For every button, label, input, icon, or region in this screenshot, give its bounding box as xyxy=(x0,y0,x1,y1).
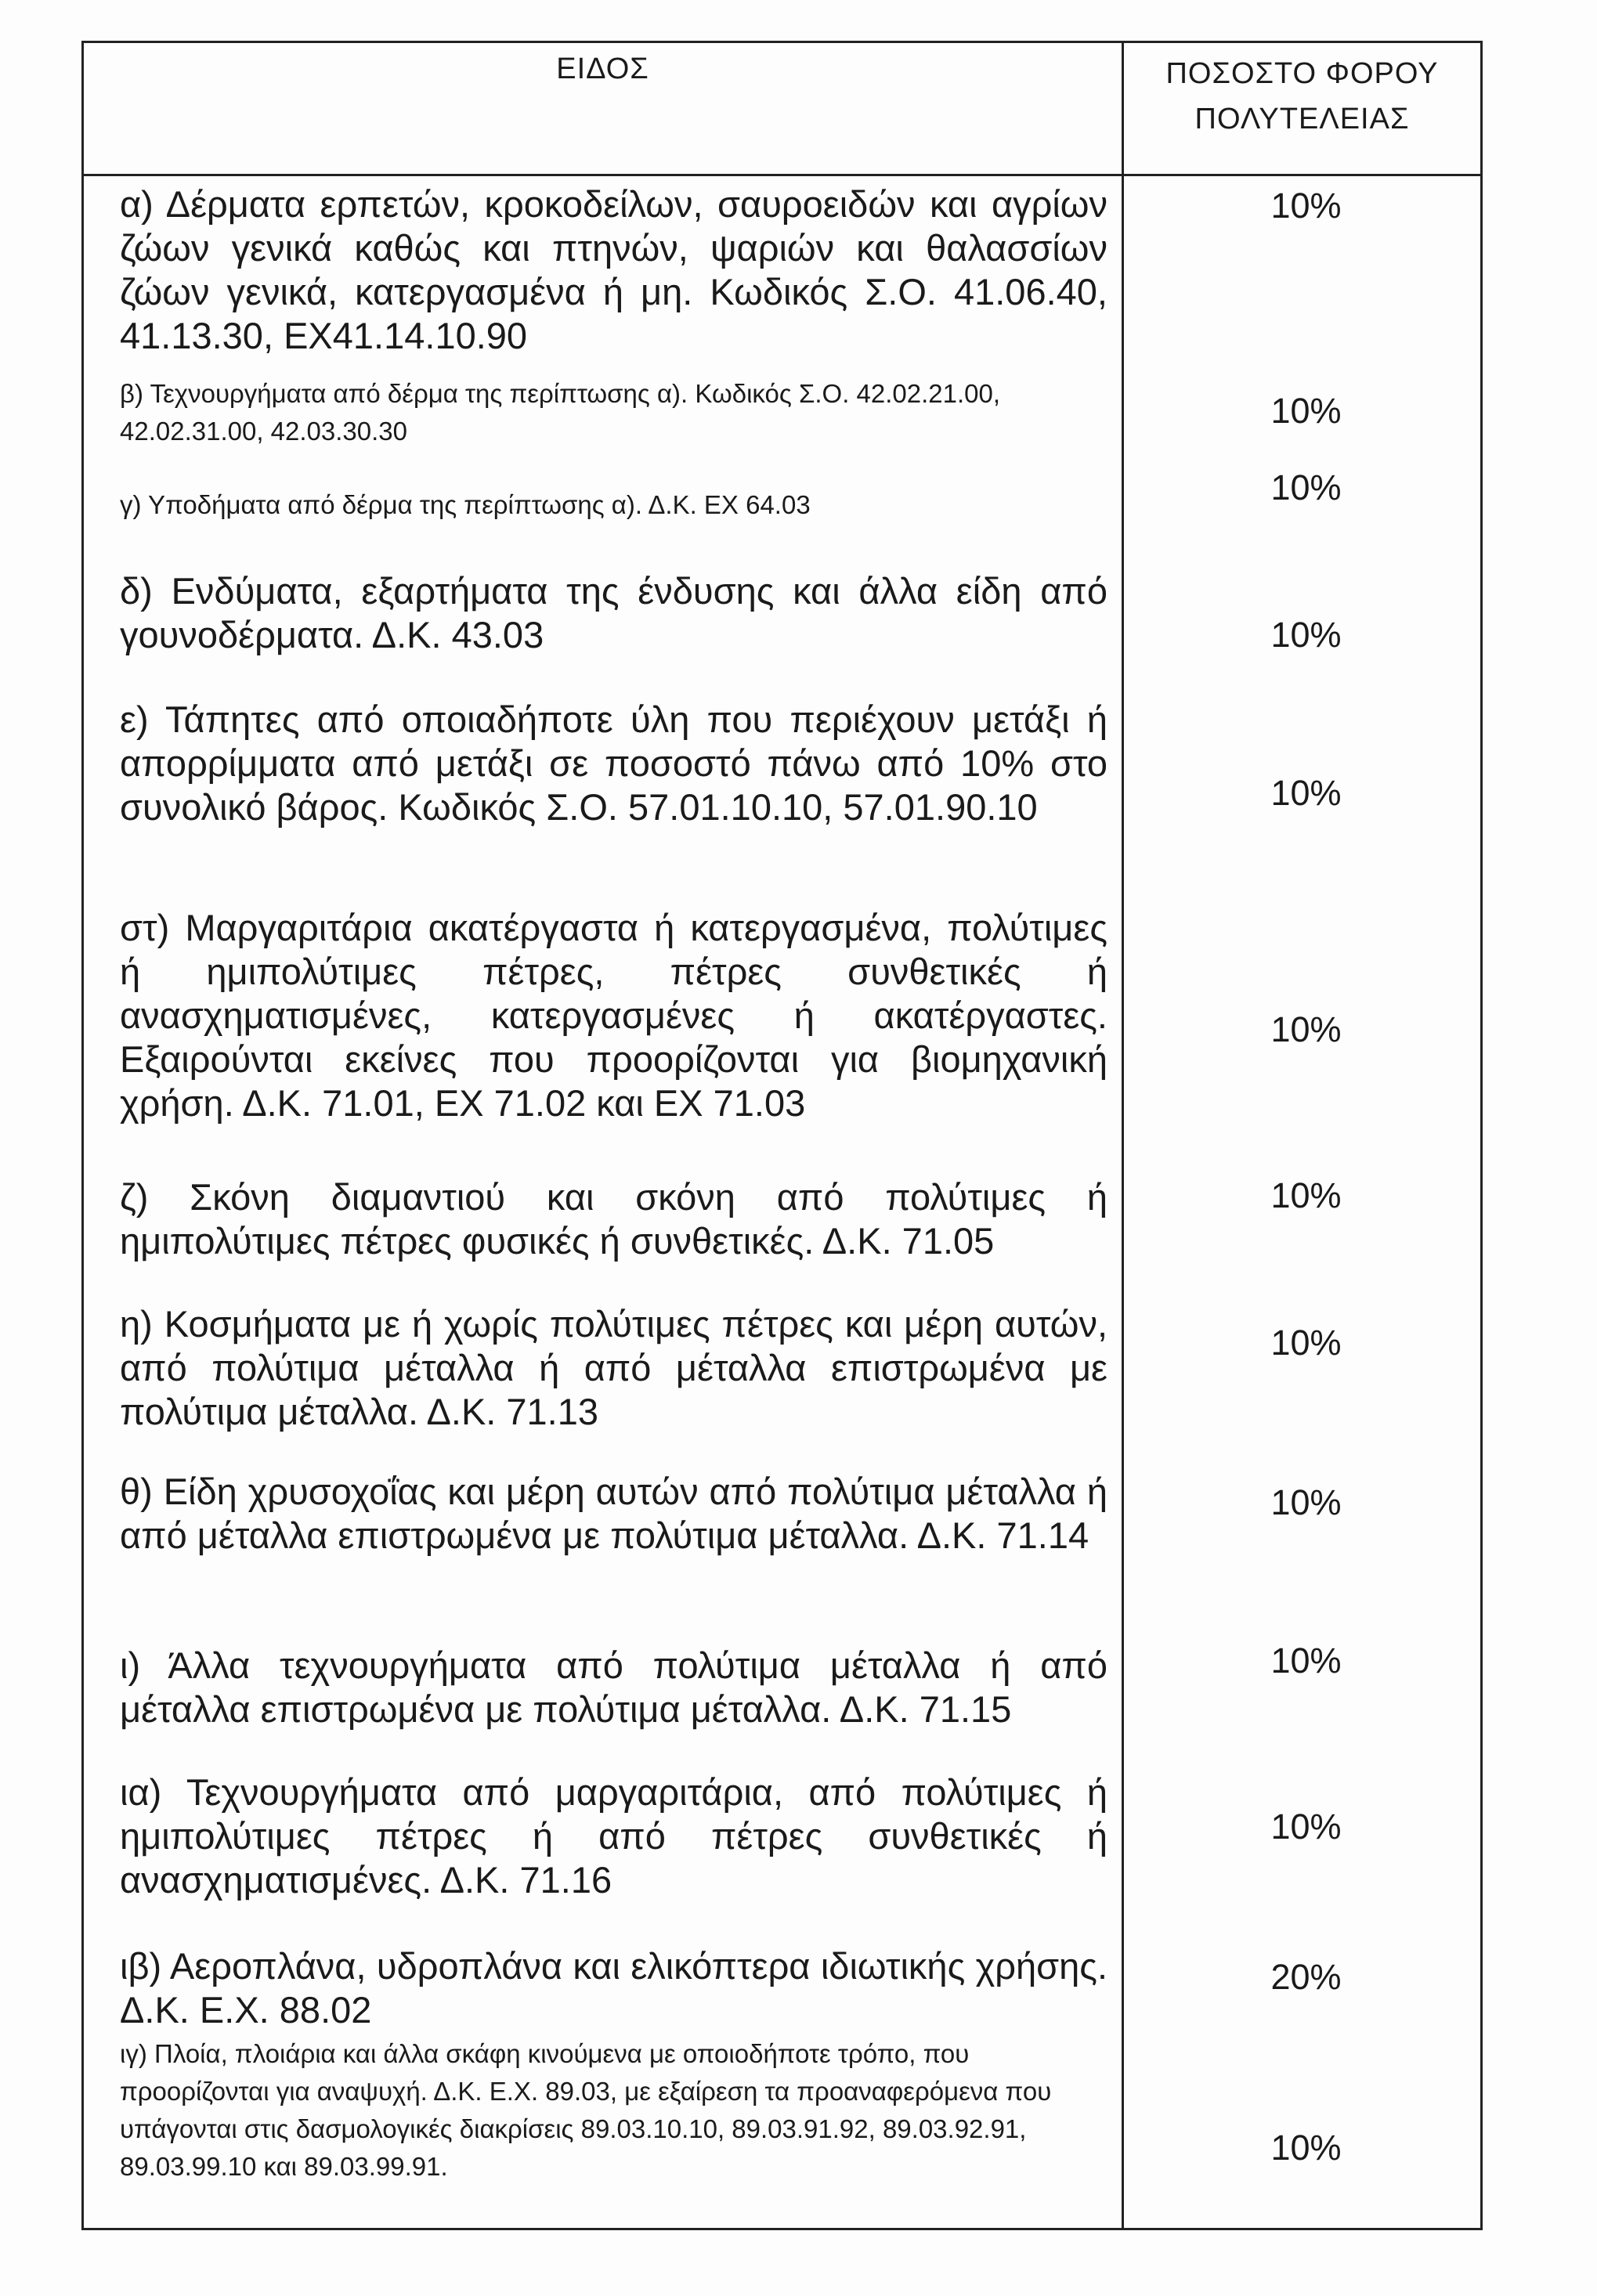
row-e-rate: 10% xyxy=(1123,687,1482,900)
row-b-text: β) Τεχνουργήματα από δέρμα της περίπτωσης α). Κωδικός Σ.Ο. 42.02.21.00, 42.02.31.00, 42.03.30.30 xyxy=(83,375,1123,468)
table-row xyxy=(83,1636,1482,1760)
row-d-rate: 10% xyxy=(1123,558,1482,687)
table-row xyxy=(83,1933,1482,2035)
row-iota-text: ι) Άλλα τεχνουργήματα από πολύτιμα μέταλλα ή από μέταλλα επιστρωμένα με πολύτιμα μέταλλα. Δ.Κ. 71.15 xyxy=(83,1636,1123,1760)
row-ia-rate: 10% xyxy=(1123,1760,1482,1933)
header-rate-line2: ΠΟΛΥΤΕΛΕΙΑΣ xyxy=(1194,103,1410,135)
luxury-tax-table xyxy=(81,41,1483,2230)
row-z-rate: 10% xyxy=(1123,1164,1482,1291)
table-row xyxy=(83,900,1482,1164)
row-ib-text: ιβ) Αεροπλάνα, υδροπλάνα και ελικόπτερα ιδιωτικής χρήσης. Δ.Κ. Ε.Χ. 88.02 xyxy=(83,1933,1123,2035)
row-ib-rate: 20% xyxy=(1123,1933,1482,2035)
row-st-text: στ) Μαργαριτάρια ακατέργαστα ή κατεργασμένα, πολύτιμες ή ημιπολύτιμες πέτρες, πέτρες συνθετικές ή ανασχηματισμένες, κατεργασμένες ή ακατέργαστες. Εξαιρούνται εκείνες που προορίζονται για βιομηχανική χρήση. Δ.Κ. 71.01, ΕΧ 71.02 και ΕΧ 71.03 xyxy=(83,900,1123,1164)
row-a-rate: 10% xyxy=(1123,175,1482,376)
header-rate-line1: ΠΟΣΟΣΤΟ ΦΟΡΟΥ xyxy=(1165,57,1439,90)
table-row xyxy=(83,468,1482,558)
row-e-text: ε) Τάπητες από οποιαδήποτε ύλη που περιέχουν μετάξι ή απορρίμματα από μετάξι σε ποσοστό πάνω από 10% στο συνολικό βάρος. Κωδικός Σ.Ο. 57.01.10.10, 57.01.90.10 xyxy=(83,687,1123,900)
table-row xyxy=(83,687,1482,900)
row-d-text: δ) Ενδύματα, εξαρτήματα της ένδυσης και άλλα είδη από γουνοδέρματα. Δ.Κ. 43.03 xyxy=(83,558,1123,687)
table-row xyxy=(83,1467,1482,1636)
row-i-rate: 10% xyxy=(1123,1291,1482,1467)
row-th-text: θ) Είδη χρυσοχοΐας και μέρη αυτών από πολύτιμα μέταλλα ή από μέταλλα επιστρωμένα με πολύτιμα μέταλλα. Δ.Κ. 71.14 xyxy=(83,1467,1123,1636)
row-ig-rate: 10% xyxy=(1123,2035,1482,2229)
row-iota-rate: 10% xyxy=(1123,1636,1482,1760)
row-c-rate: 10% xyxy=(1123,468,1482,558)
table-row xyxy=(83,1164,1482,1291)
row-th-rate: 10% xyxy=(1123,1467,1482,1636)
header-rate xyxy=(1123,42,1482,175)
row-st-rate: 10% xyxy=(1123,900,1482,1164)
row-ig-text: ιγ) Πλοία, πλοιάρια και άλλα σκάφη κινούμενα με οποιοδήποτε τρόπο, που προορίζονται για αναψυχή. Δ.Κ. Ε.Χ. 89.03, με εξαίρεση τα προαναφερόμενα που υπάγονται στις δασμολογικές διακρίσεις 89.03.10.10, 89.03.91.92, 89.03.92.91, 89.03.99.10 και 89.03.99.91. xyxy=(83,2035,1123,2229)
row-c-text: γ) Υποδήματα από δέρμα της περίπτωσης α). Δ.Κ. ΕΧ 64.03 xyxy=(83,468,1123,558)
table-row xyxy=(83,558,1482,687)
header-item: ΕΙΔΟΣ xyxy=(83,42,1123,175)
row-i-text: η) Κοσμήματα με ή χωρίς πολύτιμες πέτρες και μέρη αυτών, από πολύτιμα μέταλλα ή από μέταλλα επιστρωμένα με πολύτιμα μέταλλα. Δ.Κ. 71.13 xyxy=(83,1291,1123,1467)
table-row xyxy=(83,375,1482,468)
table-row xyxy=(83,2035,1482,2229)
table-row xyxy=(83,175,1482,376)
row-ia-text: ια) Τεχνουργήματα από μαργαριτάρια, από πολύτιμες ή ημιπολύτιμες πέτρες ή από πέτρες συνθετικές ή ανασχηματισμένες. Δ.Κ. 71.16 xyxy=(83,1760,1123,1933)
row-z-text: ζ) Σκόνη διαμαντιού και σκόνη από πολύτιμες ή ημιπολύτιμες πέτρες φυσικές ή συνθετικές. Δ.Κ. 71.05 xyxy=(83,1164,1123,1291)
table-row xyxy=(83,1760,1482,1933)
row-b-rate: 10% xyxy=(1123,375,1482,468)
row-a-text: α) Δέρματα ερπετών, κροκοδείλων, σαυροειδών και αγρίων ζώων γενικά καθώς και πτηνών, ψαριών και θαλασσίων ζώων γενικά, κατεργασμένα ή μη. Κωδικός Σ.Ο. 41.06.40, 41.13.30, ΕΧ41.14.10.90 xyxy=(83,175,1123,376)
table-row xyxy=(83,1291,1482,1467)
table-header-row xyxy=(83,42,1482,175)
